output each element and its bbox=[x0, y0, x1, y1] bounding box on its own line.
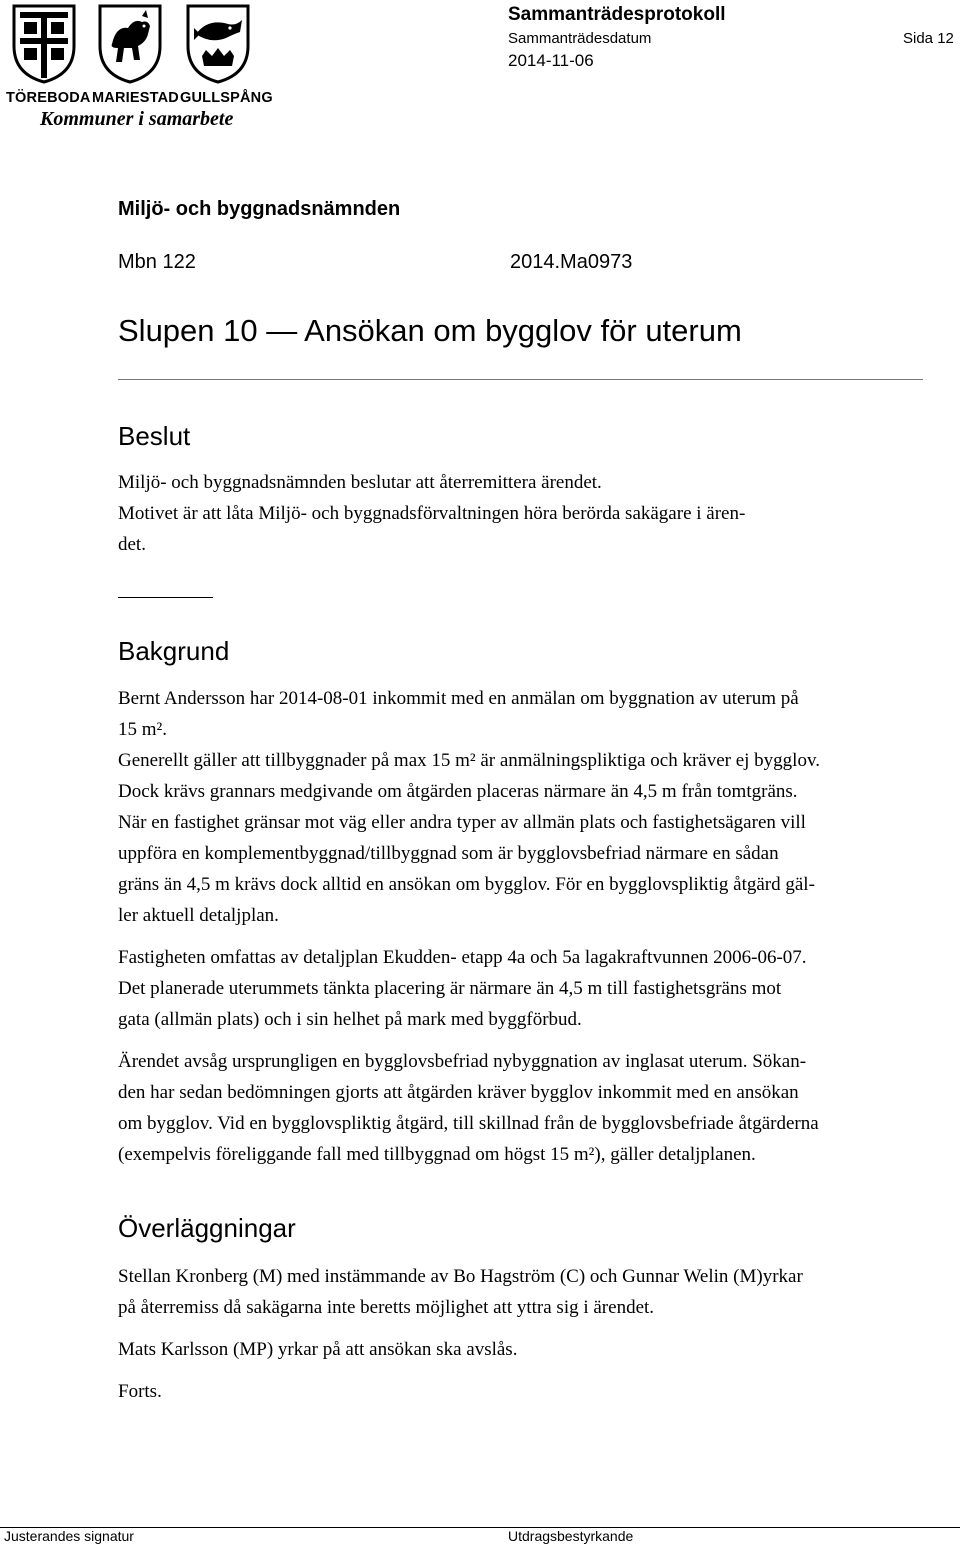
paragraph-line: Fastigheten omfattas av detaljplan Ekudden- etapp 4a och 5a lagakraftvunnen 2006-06-07. bbox=[118, 947, 807, 968]
section-divider bbox=[118, 597, 213, 598]
paragraph-line: När en fastighet gränsar mot väg eller andra typer av allmän plats och fastighetsägaren vill bbox=[118, 812, 806, 833]
overlaggningar-body bbox=[118, 1261, 948, 1407]
case-number: 2014.Ma0973 bbox=[510, 251, 633, 273]
paragraph-line: gata (allmän plats) och i sin helhet på mark med byggförbud. bbox=[118, 1009, 582, 1030]
paragraph-line: Stellan Kronberg (M) med instämmande av Bo Hagström (C) och Gunnar Welin (M)yrkar bbox=[118, 1266, 803, 1287]
paragraph-line: Mats Karlsson (MP) yrkar på att ansökan ska avslås. bbox=[118, 1339, 518, 1360]
beslut-decision: Miljö- och byggnadsnämnden beslutar att återremittera ärendet. bbox=[118, 472, 602, 493]
meeting-date-label: Sammanträdesdatum bbox=[508, 30, 652, 47]
bakgrund-body bbox=[118, 683, 948, 1170]
paragraph-line: om bygglov. Vid en bygglovspliktig åtgärd, till skillnad från de bygglovsbefriade åtgärderna bbox=[118, 1113, 819, 1134]
paragraph-number: Mbn 122 bbox=[118, 251, 196, 273]
paragraph-line: Dock krävs grannars medgivande om åtgärden placeras närmare än 4,5 m från tomtgräns. bbox=[118, 781, 798, 802]
paragraph-line: Det planerade uterummets tänkta placering är närmare än 4,5 m till fastighetsgräns mot bbox=[118, 978, 782, 999]
section-heading-bakgrund: Bakgrund bbox=[118, 636, 230, 666]
page-title: Slupen 10 — Ansökan om bygglov för uterum bbox=[118, 313, 742, 348]
municipality-name-toreboda: TÖREBODA bbox=[6, 90, 91, 106]
toreboda-crest-icon bbox=[12, 4, 76, 84]
municipal-logo bbox=[0, 0, 273, 140]
paragraph-line: (exempelvis föreliggande fall med tillbyggnad om högst 15 m²), gäller detaljplanen. bbox=[118, 1144, 756, 1165]
continued-note: Forts. bbox=[118, 1381, 162, 1402]
title-divider bbox=[118, 379, 923, 380]
committee-name: Miljö- och byggnadsnämnden bbox=[118, 198, 401, 220]
signature-label: Justerandes signatur bbox=[4, 1528, 134, 1544]
section-heading-beslut: Beslut bbox=[118, 421, 191, 451]
gullspang-crest-icon bbox=[186, 4, 250, 84]
mariestad-crest-icon bbox=[98, 4, 162, 84]
paragraph-line: uppföra en komplementbyggnad/tillbyggnad som är bygglovsbefriad närmare en sådan bbox=[118, 843, 779, 864]
beslut-body bbox=[118, 467, 948, 560]
document-type: Sammanträdesprotokoll bbox=[508, 4, 726, 25]
municipality-name-mariestad: MARIESTAD bbox=[92, 90, 179, 106]
logo-tagline: Kommuner i samarbete bbox=[40, 108, 234, 130]
paragraph-line: den har sedan bedömningen gjorts att åtgärden kräver bygglov inkommit med en ansökan bbox=[118, 1082, 799, 1103]
section-heading-overlaggningar: Överläggningar bbox=[118, 1213, 296, 1243]
page-number: Sida 12 bbox=[903, 30, 954, 47]
beslut-motivation-line: det. bbox=[118, 534, 146, 555]
paragraph-line: gräns än 4,5 m krävs dock alltid en ansökan om bygglov. För en bygglovspliktig åtgärd gäl- bbox=[118, 874, 815, 895]
paragraph-line: Ärendet avsåg ursprungligen en bygglovsbefriad nybyggnation av inglasat uterum. Sökan- bbox=[118, 1051, 807, 1072]
paragraph-line: Generellt gäller att tillbyggnader på max 15 m² är anmälningspliktiga och kräver ej bygglov. bbox=[118, 750, 820, 771]
municipality-name-gullspang: GULLSPÅNG bbox=[180, 90, 273, 106]
paragraph-line: på återremiss då sakägarna inte beretts möjlighet att yttra sig i ärendet. bbox=[118, 1297, 655, 1318]
extract-certification-label: Utdragsbestyrkande bbox=[508, 1528, 634, 1544]
footer-divider bbox=[0, 1527, 960, 1528]
paragraph-line: 15 m². bbox=[118, 719, 167, 740]
meeting-date: 2014-11-06 bbox=[508, 51, 594, 70]
paragraph-line: Bernt Andersson har 2014-08-01 inkommit med en anmälan om byggnation av uterum på bbox=[118, 688, 799, 709]
beslut-motivation-line: Motivet är att låta Miljö- och byggnadsförvaltningen höra berörda sakägare i ären- bbox=[118, 503, 746, 524]
paragraph-line: ler aktuell detaljplan. bbox=[118, 905, 279, 926]
